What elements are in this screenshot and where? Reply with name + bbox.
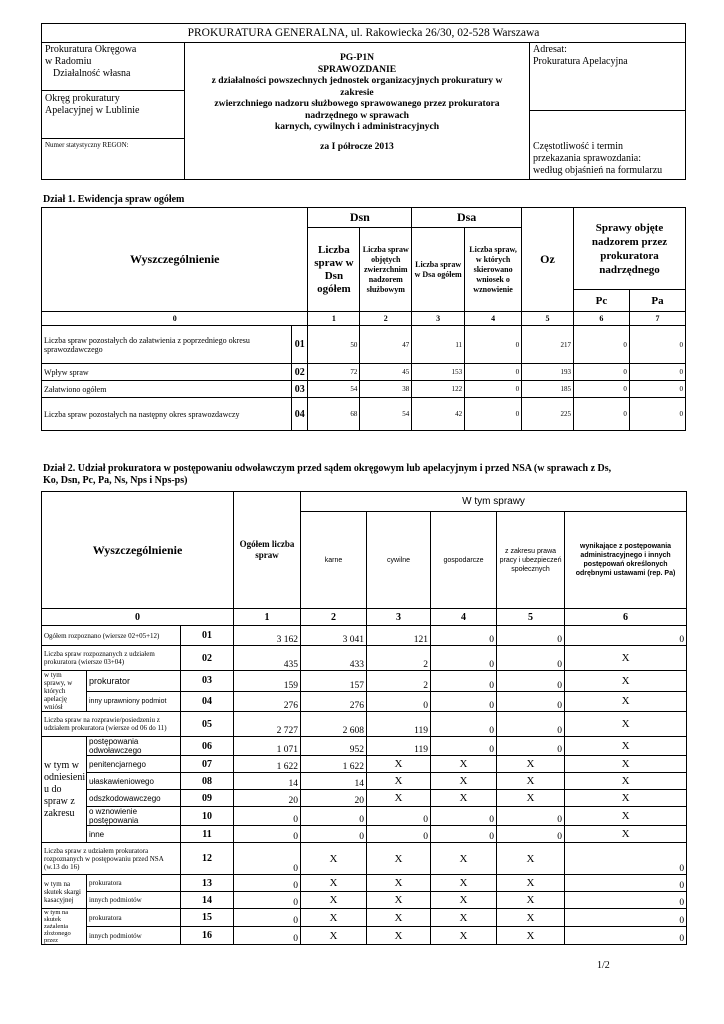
row-number: 07 <box>181 756 234 773</box>
s2-row-12 <box>42 843 687 875</box>
row-label: Ogółem rozpoznano (wiersze 02+05+12) <box>42 626 181 646</box>
group-label: w tym w odniesieni u do spraw z zakresu <box>42 737 87 843</box>
cell-value: X <box>565 826 687 843</box>
cell-value: 54 <box>308 381 360 398</box>
s1-head-nadzor: Sprawy objęte nadzorem przez prokuratora nadrzędnego <box>573 208 685 290</box>
cell-value: 0 <box>565 875 687 892</box>
cell-value: 276 <box>234 691 301 712</box>
cell-value: 0 <box>431 807 497 826</box>
s2-row-15 <box>42 909 687 927</box>
s1-head-c1: Liczba spraw w Dsn ogółem <box>308 228 360 312</box>
s1-colnum: 2 <box>360 312 412 326</box>
report-line: nadrzędnego w sprawach <box>305 109 409 121</box>
section2-title <box>43 463 611 487</box>
s1-head-pa: Pa <box>629 290 685 312</box>
cell-value: X <box>565 691 687 712</box>
s1-row-03 <box>42 381 686 398</box>
cell-value: 0 <box>573 364 629 381</box>
cell-value: X <box>565 712 687 737</box>
cell-value: 0 <box>629 381 685 398</box>
cell-value: X <box>301 892 367 909</box>
s1-head-dsn: Dsn <box>308 208 412 228</box>
cell-value: X <box>497 790 565 807</box>
cell-value: X <box>497 892 565 909</box>
s2-head-gosp: gospodarcze <box>431 512 497 609</box>
s2-row-08 <box>42 773 687 790</box>
cell-value: 225 <box>522 398 574 431</box>
s2-colnum: 1 <box>234 609 301 626</box>
cell-value: 0 <box>465 326 522 364</box>
s2-head-group: W tym sprawy <box>301 492 687 512</box>
unit-name <box>42 42 184 91</box>
row-label: inny uprawniony podmiot <box>87 691 181 712</box>
cell-value: 121 <box>367 626 431 646</box>
row-label: prokurator <box>87 671 181 692</box>
addressee-line: Prokuratura Apelacyjna <box>533 56 628 67</box>
cell-value: X <box>497 927 565 945</box>
row-number: 03 <box>181 671 234 692</box>
cell-value: X <box>497 909 565 927</box>
s1-row-04 <box>42 398 686 431</box>
cell-value: X <box>565 807 687 826</box>
cell-value: 0 <box>367 807 431 826</box>
cell-value: 433 <box>301 646 367 671</box>
s1-colnum: 7 <box>629 312 685 326</box>
s2-head-total: Ogółem liczba spraw <box>234 492 301 609</box>
row-number: 10 <box>181 807 234 826</box>
cell-value: 0 <box>629 364 685 381</box>
row-label: Liczba spraw rozpoznanych z udziałem prokuratora (wiersze 03+04) <box>42 646 181 671</box>
row-number: 02 <box>291 364 308 381</box>
frequency-line: przekazania sprawozdania: <box>533 153 641 164</box>
cell-value: 20 <box>301 790 367 807</box>
cell-value: 0 <box>367 691 431 712</box>
row-number: 14 <box>181 892 234 909</box>
row-number: 04 <box>181 691 234 712</box>
cell-value: 68 <box>308 398 360 431</box>
cell-value: 0 <box>431 737 497 756</box>
cell-value: X <box>497 843 565 875</box>
row-label: odszkodowawczego <box>87 790 181 807</box>
cell-value: 0 <box>565 626 687 646</box>
cell-value: 0 <box>234 892 301 909</box>
cell-value: 435 <box>234 646 301 671</box>
cell-value: 0 <box>367 826 431 843</box>
cell-value: X <box>565 756 687 773</box>
s1-head-c2: Liczba spraw objętych zwierzchnim nadzorem służbowym <box>360 228 412 312</box>
cell-value: 11 <box>412 326 465 364</box>
cell-value: 185 <box>522 381 574 398</box>
cell-value: 0 <box>234 909 301 927</box>
cell-value: 0 <box>431 826 497 843</box>
cell-value: 0 <box>431 712 497 737</box>
cell-value: 0 <box>301 826 367 843</box>
cell-value: 50 <box>308 326 360 364</box>
section2-table <box>41 491 687 945</box>
s2-head-karne: karne <box>301 512 367 609</box>
cell-value: X <box>497 773 565 790</box>
s2-row-07 <box>42 756 687 773</box>
s2-row-16 <box>42 927 687 945</box>
section1-table <box>41 207 686 431</box>
cell-value: X <box>367 909 431 927</box>
cell-value: 3 162 <box>234 626 301 646</box>
s2-colnum: 3 <box>367 609 431 626</box>
row-number: 08 <box>181 773 234 790</box>
report-code: PG-P1N <box>339 52 375 63</box>
s2-head-praca: z zakresu prawa pracy i ubezpieczeń społecznych <box>497 512 565 609</box>
row-number: 05 <box>181 712 234 737</box>
report-period: za I półrocze 2013 <box>320 140 394 152</box>
s1-colnum: 4 <box>465 312 522 326</box>
cell-value: 0 <box>573 381 629 398</box>
cell-value: 0 <box>573 326 629 364</box>
cell-value: X <box>367 927 431 945</box>
cell-value: 2 727 <box>234 712 301 737</box>
row-number: 13 <box>181 875 234 892</box>
group-label: w tym sprawy, w których apelację wniósł <box>42 671 87 712</box>
header-left-column <box>42 42 185 179</box>
report-line: z działalności powszechnych jednostek organizacyjnych prokuratury w <box>211 75 503 86</box>
s1-row-02 <box>42 364 686 381</box>
cell-value: 0 <box>497 646 565 671</box>
row-number: 11 <box>181 826 234 843</box>
s1-head-c3: Liczba spraw w Dsa ogółem <box>412 228 465 312</box>
row-number: 02 <box>181 646 234 671</box>
cell-value: X <box>431 892 497 909</box>
form-header <box>41 23 686 180</box>
s1-colnum: 1 <box>308 312 360 326</box>
s2-row-03 <box>42 671 687 692</box>
frequency-line: Częstotliwość i termin <box>533 141 623 152</box>
cell-value: 153 <box>412 364 465 381</box>
cell-value: 0 <box>573 398 629 431</box>
s2-colnum: 2 <box>301 609 367 626</box>
cell-value: 0 <box>565 843 687 875</box>
row-label: innych podmiotów <box>87 892 181 909</box>
header-report-title <box>185 42 529 179</box>
cell-value: 1 622 <box>234 756 301 773</box>
s2-row-05 <box>42 712 687 737</box>
cell-value: 42 <box>412 398 465 431</box>
cell-value: 0 <box>497 712 565 737</box>
regon-label: Numer statystyczny REGON: <box>45 141 129 149</box>
cell-value: 159 <box>234 671 301 692</box>
cell-value: 0 <box>465 364 522 381</box>
cell-value: 47 <box>360 326 412 364</box>
cell-value: 3 041 <box>301 626 367 646</box>
page-number: 1/2 <box>597 960 610 971</box>
row-number: 01 <box>291 326 308 364</box>
cell-value: 0 <box>431 671 497 692</box>
cell-value: X <box>367 892 431 909</box>
cell-value: X <box>565 646 687 671</box>
s2-row-02 <box>42 646 687 671</box>
s1-head-pc: Pc <box>573 290 629 312</box>
cell-value: 0 <box>497 737 565 756</box>
s2-head-desc: Wyszczególnienie <box>42 492 234 609</box>
row-number: 15 <box>181 909 234 927</box>
cell-value: X <box>367 875 431 892</box>
cell-value: 0 <box>431 691 497 712</box>
section2-title-line: Dział 2. Udział prokuratora w postępowaniu odwoławczym przed sądem okręgowym lub apelacyjnym i przed NSA (w sprawach z Ds, <box>43 463 612 474</box>
cell-value: 2 <box>367 646 431 671</box>
s2-row-01 <box>42 626 687 646</box>
frequency-info <box>530 111 685 179</box>
addressee <box>530 42 685 111</box>
cell-value: X <box>565 773 687 790</box>
row-number: 01 <box>181 626 234 646</box>
s1-colnum: 3 <box>412 312 465 326</box>
cell-value: X <box>497 875 565 892</box>
cell-value: X <box>431 875 497 892</box>
row-label: Załatwiono ogółem <box>42 381 292 398</box>
cell-value: X <box>431 909 497 927</box>
s1-row-01 <box>42 326 686 364</box>
unit-line: Prokuratura Okręgowa <box>45 44 137 55</box>
row-label: prokuratora <box>87 909 181 927</box>
cell-value: 0 <box>497 671 565 692</box>
addressee-line: Adresat: <box>533 44 567 55</box>
cell-value: X <box>301 875 367 892</box>
cell-value: 72 <box>308 364 360 381</box>
s1-head-c4: Liczba spraw, w których skierowano wniosek o wznowienie <box>465 228 522 312</box>
cell-value: 119 <box>367 737 431 756</box>
s2-head-cywilne: cywilne <box>367 512 431 609</box>
row-label: ułaskawieniowego <box>87 773 181 790</box>
row-number: 16 <box>181 927 234 945</box>
group-label: w tym na skutek skargi kasacyjnej <box>42 875 87 909</box>
cell-value: 0 <box>497 691 565 712</box>
s1-head-oz: Oz <box>522 208 574 312</box>
cell-value: 0 <box>497 826 565 843</box>
row-label: prokuratora <box>87 875 181 892</box>
cell-value: X <box>431 790 497 807</box>
cell-value: 0 <box>301 807 367 826</box>
s1-colnum: 6 <box>573 312 629 326</box>
report-line: zakresie <box>340 86 374 98</box>
cell-value: 1 622 <box>301 756 367 773</box>
cell-value: 1 071 <box>234 737 301 756</box>
district-name <box>42 91 184 139</box>
header-right-column <box>529 42 685 179</box>
unit-line: w Radomiu <box>45 56 92 67</box>
header-title: PROKURATURA GENERALNA, ul. Rakowiecka 26/30, 02-528 Warszawa <box>42 24 685 43</box>
row-label: Liczba spraw z udziałem prokuratora rozpoznanych w postępowaniu przed NSA (w.13 do 16) <box>42 843 181 875</box>
s1-head-dsa: Dsa <box>412 208 522 228</box>
cell-value: X <box>301 927 367 945</box>
cell-value: 20 <box>234 790 301 807</box>
cell-value: 0 <box>234 843 301 875</box>
cell-value: 45 <box>360 364 412 381</box>
cell-value: X <box>301 909 367 927</box>
section1-title: Dział 1. Ewidencja spraw ogółem <box>43 194 185 205</box>
s1-colnum: 0 <box>42 312 308 326</box>
cell-value: 0 <box>629 326 685 364</box>
row-label: o wznowienie postępowania <box>87 807 181 826</box>
cell-value: X <box>431 773 497 790</box>
s2-row-14 <box>42 892 687 909</box>
cell-value: 14 <box>301 773 367 790</box>
row-label: Liczba spraw pozostałych na następny okres sprawozdawczy <box>42 398 292 431</box>
cell-value: 0 <box>497 807 565 826</box>
cell-value: 0 <box>629 398 685 431</box>
s1-colnum: 5 <box>522 312 574 326</box>
cell-value: 217 <box>522 326 574 364</box>
s2-row-11 <box>42 826 687 843</box>
cell-value: X <box>367 756 431 773</box>
cell-value: X <box>431 756 497 773</box>
frequency-line: według objaśnień na formularzu <box>533 165 663 176</box>
row-label: Liczba spraw pozostałych do załatwienia z poprzedniego okresu sprawozdawczego <box>42 326 292 364</box>
row-label: postępowania odwoławczego <box>87 737 181 756</box>
row-label: Wpływ spraw <box>42 364 292 381</box>
cell-value: X <box>301 843 367 875</box>
cell-value: 122 <box>412 381 465 398</box>
unit-line: Działalność własna <box>53 68 131 79</box>
cell-value: X <box>367 790 431 807</box>
s2-row-13 <box>42 875 687 892</box>
s2-colnum: 0 <box>42 609 234 626</box>
cell-value: 276 <box>301 691 367 712</box>
cell-value: 952 <box>301 737 367 756</box>
cell-value: 0 <box>234 807 301 826</box>
cell-value: 38 <box>360 381 412 398</box>
row-number: 03 <box>291 381 308 398</box>
s2-row-10 <box>42 807 687 826</box>
s2-row-09 <box>42 790 687 807</box>
s2-row-06 <box>42 737 687 756</box>
cell-value: 0 <box>565 892 687 909</box>
s2-colnum: 4 <box>431 609 497 626</box>
cell-value: 157 <box>301 671 367 692</box>
cell-value: 0 <box>497 626 565 646</box>
s2-head-admin: wynikające z postępowania administracyjnego i innych postępowań określonych odrębnymi ustawami (rep. Pa) <box>565 512 687 609</box>
cell-value: 0 <box>234 875 301 892</box>
report-line: zwierzchniego nadzoru służbowego sprawowanego przez prokuratora <box>214 98 500 109</box>
district-line: Okręg prokuratury <box>45 93 120 104</box>
cell-value: X <box>367 843 431 875</box>
cell-value: 0 <box>565 927 687 945</box>
cell-value: 0 <box>431 626 497 646</box>
cell-value: 0 <box>234 927 301 945</box>
report-name: SPRAWOZDANIE <box>317 63 397 75</box>
cell-value: X <box>431 843 497 875</box>
cell-value: 2 <box>367 671 431 692</box>
section2-title-line: Ko, Dsn, Pc, Pa, Ns, Nps i Nps-ps) <box>43 475 188 486</box>
s2-row-04 <box>42 691 687 712</box>
cell-value: 193 <box>522 364 574 381</box>
row-label: inne <box>87 826 181 843</box>
cell-value: X <box>565 737 687 756</box>
row-number: 06 <box>181 737 234 756</box>
cell-value: X <box>431 927 497 945</box>
row-number: 04 <box>291 398 308 431</box>
s2-colnum: 5 <box>497 609 565 626</box>
cell-value: 0 <box>565 909 687 927</box>
row-label: penitencjarnego <box>87 756 181 773</box>
group-label: w tym na skutek zażalenia złożonego przez <box>42 909 87 945</box>
cell-value: X <box>565 790 687 807</box>
cell-value: 119 <box>367 712 431 737</box>
cell-value: 14 <box>234 773 301 790</box>
cell-value: 0 <box>465 398 522 431</box>
row-number: 12 <box>181 843 234 875</box>
row-number: 09 <box>181 790 234 807</box>
cell-value: X <box>367 773 431 790</box>
cell-value: 2 608 <box>301 712 367 737</box>
cell-value: 0 <box>465 381 522 398</box>
cell-value: X <box>565 671 687 692</box>
report-line: karnych, cywilnych i administracyjnych <box>274 121 440 132</box>
district-line: Apelacyjnej w Lublinie <box>45 105 140 116</box>
row-label: innych podmiotów <box>87 927 181 945</box>
row-label: Liczba spraw na rozprawie/posiedzeniu z udziałem prokuratora (wiersze od 06 do 11) <box>42 712 181 737</box>
s1-head-desc: Wyszczególnienie <box>42 208 308 312</box>
cell-value: 0 <box>431 646 497 671</box>
s2-colnum: 6 <box>565 609 687 626</box>
cell-value: X <box>497 756 565 773</box>
cell-value: 54 <box>360 398 412 431</box>
cell-value: 0 <box>234 826 301 843</box>
